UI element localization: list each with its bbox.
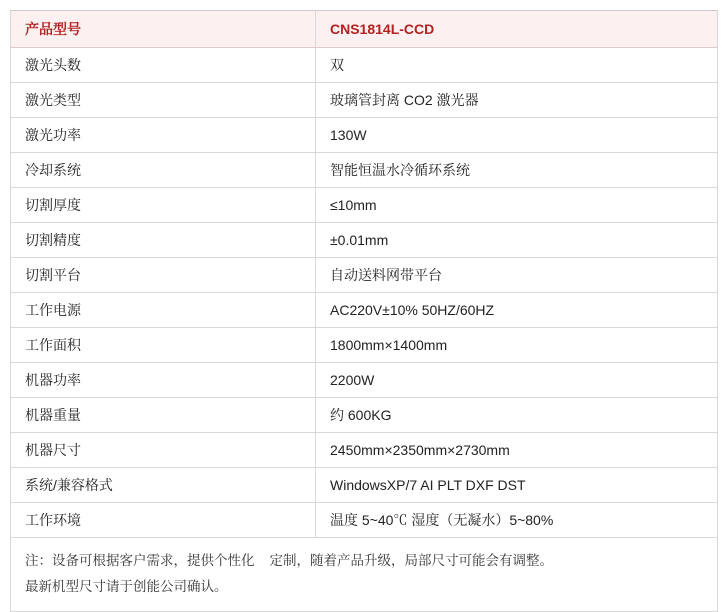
table-row [11, 223, 718, 258]
row-value: ≤10mm [316, 188, 718, 223]
row-label: 激光头数 [11, 48, 316, 83]
table-row [11, 118, 718, 153]
table-row [11, 468, 718, 503]
row-value: 自动送料网带平台 [316, 258, 718, 293]
spec-table-container [10, 10, 718, 612]
row-value: 130W [316, 118, 718, 153]
row-value: 温度 5~40℃ 湿度（无凝水）5~80% [316, 503, 718, 538]
row-value: WindowsXP/7 AI PLT DXF DST [316, 468, 718, 503]
table-header-row [11, 11, 718, 48]
row-label: 机器功率 [11, 363, 316, 398]
product-spec-table [10, 10, 718, 612]
row-label: 工作面积 [11, 328, 316, 363]
row-value: 智能恒温水冷循环系统 [316, 153, 718, 188]
row-value: ±0.01mm [316, 223, 718, 258]
row-label: 激光类型 [11, 83, 316, 118]
row-label: 激光功率 [11, 118, 316, 153]
row-label: 系统/兼容格式 [11, 468, 316, 503]
row-label: 冷却系统 [11, 153, 316, 188]
table-row [11, 398, 718, 433]
row-value: AC220V±10% 50HZ/60HZ [316, 293, 718, 328]
table-row [11, 293, 718, 328]
note-line-1: 注：设备可根据客户需求，提供个性化 定制，随着产品升级，局部尺寸可能会有调整。 [25, 553, 554, 568]
row-label: 机器尺寸 [11, 433, 316, 468]
row-label: 切割平台 [11, 258, 316, 293]
table-row [11, 188, 718, 223]
table-row [11, 363, 718, 398]
row-label: 工作电源 [11, 293, 316, 328]
table-note-row [11, 538, 718, 612]
header-label-cell: 产品型号 [11, 11, 316, 48]
row-label: 机器重量 [11, 398, 316, 433]
row-value: 双 [316, 48, 718, 83]
row-value: 2200W [316, 363, 718, 398]
table-row [11, 153, 718, 188]
row-label: 切割厚度 [11, 188, 316, 223]
note-line-2: 最新机型尺寸请于创能公司确认。 [25, 578, 228, 594]
table-row [11, 433, 718, 468]
table-row [11, 83, 718, 118]
table-row [11, 503, 718, 538]
row-value: 2450mm×2350mm×2730mm [316, 433, 718, 468]
spec-table-body [11, 11, 718, 612]
table-row [11, 258, 718, 293]
row-value: 约 600KG [316, 398, 718, 433]
table-row [11, 48, 718, 83]
header-value-cell: CNS1814L-CCD [316, 11, 718, 48]
row-label: 切割精度 [11, 223, 316, 258]
note-cell [11, 538, 718, 612]
row-label: 工作环境 [11, 503, 316, 538]
table-row [11, 328, 718, 363]
row-value: 1800mm×1400mm [316, 328, 718, 363]
row-value: 玻璃管封离 CO2 激光器 [316, 83, 718, 118]
